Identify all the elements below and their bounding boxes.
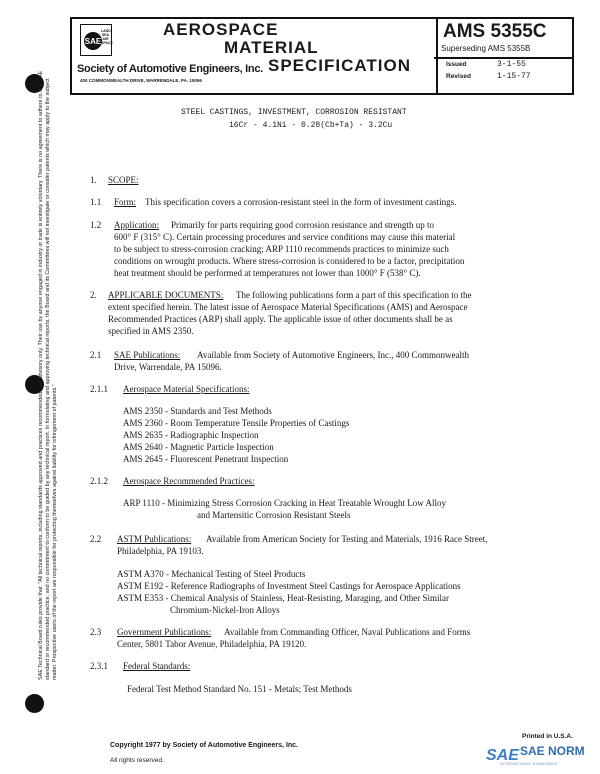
ams-item-3: AMS 2635 - Radiographic Inspection (123, 430, 259, 440)
arp-line1: ARP 1110 - Minimizing Stress Corrosion Cracking in Heat Treatable Wrought Low Alloy (123, 498, 446, 508)
s23-num: 2.3 (90, 627, 102, 637)
astm-line4: Chromium-Nickel-Iron Alloys (170, 605, 280, 615)
s21-line2: Drive, Warrendale, PA 15096. (114, 362, 222, 372)
superseding: Superseding AMS 5355B (441, 44, 531, 53)
svg-text:SAE: SAE (486, 747, 519, 764)
s21-num: 2.1 (90, 350, 102, 360)
s2-line1: The following publications form a part of this specification to the (236, 290, 472, 300)
s2-num: 2. (90, 290, 97, 300)
all-rights: All rights reserved. (110, 757, 164, 764)
logo-text: LAND SEA AIR SPACE (101, 29, 113, 45)
punch-hole-bottom (25, 694, 44, 713)
legal-side-note: SAE Technical Board rules provide that: "All technical reports, including standards approved and practices recommended, are advisory only. Their use by anyone engaged in industry or trade is entirely voluntary. There is no agreement to adhere to any SAE standard or recommended practice, and no commitment to conform to be guided by any technical report. In formulating and approving technical reports, the Board and its Committees will not investigate or consider patents which may apply to the subject matter. Prospective users of the report are responsible for protecting themselves against liability for infringement of patents." (38, 70, 58, 680)
s22-line1: Available from American Society for Testing and Materials, 1916 Race Street, (206, 534, 488, 544)
fed-line1: Federal Test Method Standard No. 151 - Metals; Test Methods (127, 684, 352, 694)
doc-title-line2: 16Cr - 4.1Ni - 0.28(Cb+Ta) - 3.2Cu (229, 121, 393, 130)
title-material: MATERIAL (224, 38, 319, 57)
s22-line2: Philadelphia, PA 19103. (117, 546, 204, 556)
copyright: Copyright 1977 by Society of Automotive Engineers, Inc. (110, 742, 299, 749)
ams-item-1: AMS 2350 - Standards and Test Methods (123, 406, 272, 416)
society-name: Society of Automotive Engineers, Inc. (77, 63, 263, 75)
s12-line3: to be subject to stress-corrosion cracking; ARP 1110 recommends practices to minimize such (114, 244, 449, 254)
s22-title: ASTM Publications: (117, 534, 192, 544)
svg-text:SAE: SAE (84, 37, 102, 46)
title-aerospace: AEROSPACE (163, 20, 279, 39)
issued-label: Issued (446, 61, 467, 68)
s2-line3: Recommended Practices (ARP) shall apply. The applicable issue of other documents shall be as (108, 314, 453, 324)
spec-number: AMS 5355C (443, 21, 547, 42)
s12-line5: heat treatment should be performed at temperatures not lower than 1000° F (538° C). (114, 268, 421, 278)
s11-text: This specification covers a corrosion-resistant steel in the form of investment castings. (145, 197, 457, 207)
s231-num: 2.3.1 (90, 661, 108, 671)
s12-num: 1.2 (90, 220, 102, 230)
s21-title: SAE Publications: (114, 350, 181, 360)
arp-line2: and Martensitic Corrosion Resistant Steels (197, 510, 351, 520)
s1-title: SCOPE: (108, 175, 139, 185)
s211-title: Aerospace Material Specifications: (123, 384, 250, 394)
s23-title: Government Publications: (117, 627, 212, 637)
doc-title-line1: STEEL CASTINGS, INVESTMENT, CORROSION RESISTANT (181, 108, 407, 117)
sae-norm-watermark (486, 742, 596, 770)
astm-line3: ASTM E353 - Chemical Analysis of Stainless, Heat-Resisting, Maraging, and Other Similar (117, 593, 449, 603)
s12-title: Application: (114, 220, 159, 230)
s11-num: 1.1 (90, 197, 102, 207)
s2-line4: specified in AMS 2350. (108, 326, 194, 336)
ams-item-5: AMS 2645 - Fluorescent Penetrant Inspection (123, 454, 289, 464)
watermark-subtext: INTERNATIONAL STANDARDS (500, 761, 558, 766)
s2-line2: extent specified herein. The latest issue of Aerospace Material Specifications (AMS) and Aerospace (108, 302, 468, 312)
astm-line1: ASTM A370 - Mechanical Testing of Steel Products (117, 569, 306, 579)
header-divider (434, 57, 574, 59)
astm-line2: ASTM E192 - Reference Radiographs of Investment Steel Castings for Aerospace Applications (117, 581, 461, 591)
s1-num: 1. (90, 175, 97, 185)
ams-item-4: AMS 2640 - Magnetic Particle Inspection (123, 442, 274, 452)
title-specification: SPECIFICATION (268, 56, 412, 75)
issued-date: 3-1-55 (497, 60, 526, 69)
sae-logo (80, 24, 112, 56)
s12-line2: 600° F (315° C). Certain processing procedures and service conditions may cause this material (114, 232, 456, 242)
s21-line1: Available from Society of Automotive Engineers, Inc., 400 Commonwealth (197, 350, 470, 360)
s22-num: 2.2 (90, 534, 102, 544)
s11-title: Form: (114, 197, 137, 207)
s211-num: 2.1.1 (90, 384, 108, 394)
s212-title: Aerospace Recommended Practices: (123, 476, 255, 486)
s23-line2: Center, 5801 Tabor Avenue, Philadelphia, PA 19120. (117, 639, 307, 649)
ams-item-2: AMS 2360 - Room Temperature Tensile Properties of Castings (123, 418, 350, 428)
s231-title: Federal Standards: (123, 661, 191, 671)
printed-in: Printed in U.S.A. (522, 733, 573, 740)
s12-line1: Primarily for parts requiring good corrosion resistance and strength up to (171, 220, 434, 230)
s2-title: APPLICABLE DOCUMENTS: (108, 290, 224, 300)
society-address: 400 COMMONWEALTH DRIVE, WARRENDALE, PA. 15096 (80, 78, 202, 83)
revised-label: Revised (446, 73, 471, 80)
s12-line4: conditions on wrought products. Where stress-corrosion is considered to be a factor, precipitation (114, 256, 465, 266)
revised-date: 1-15-77 (497, 72, 531, 81)
s212-num: 2.1.2 (90, 476, 108, 486)
s23-line1: Available from Commanding Officer, Naval Publications and Forms (224, 627, 471, 637)
watermark-text: SAE NORM (520, 744, 585, 758)
